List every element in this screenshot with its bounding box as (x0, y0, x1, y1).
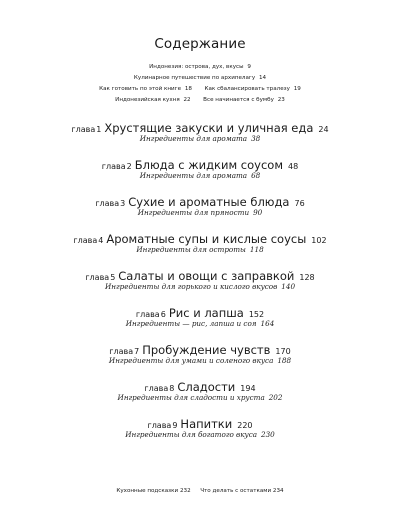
chapter-number: 7 (134, 347, 140, 356)
toc-title: Содержание (154, 36, 246, 52)
chapter-title: Хрустящие закуски и уличная еда (104, 121, 314, 135)
footer-entry-page: 232 (179, 488, 191, 494)
chapter-title: Блюда с жидким соусом (134, 158, 284, 172)
chapter-number: 3 (120, 199, 126, 208)
chapter-label: глава (144, 384, 169, 393)
subentry-text: Ингредиенты для умами и соленого вкуса (108, 356, 274, 365)
chapter-title: Ароматные супы и кислые соусы (106, 232, 307, 246)
subentry-page: 38 (251, 134, 261, 143)
chapter-number: 6 (160, 310, 166, 319)
chapter-page: 152 (248, 310, 265, 319)
toc-footer (0, 488, 400, 494)
chapter-title: Салаты и овощи с заправкой (118, 269, 295, 283)
subentry-text: Ингредиенты для сладости и хруста (117, 393, 265, 402)
chapter-label: глава (95, 199, 120, 208)
subentry-text: Ингредиенты для пряности (137, 208, 250, 217)
chapter-label: глава (109, 347, 134, 356)
chapter-title: Пробуждение чувств (142, 343, 271, 357)
chapter-page: 220 (237, 421, 253, 430)
chapter-label: глава (147, 421, 172, 430)
chapter-subentry-5[interactable] (0, 282, 400, 291)
subentry-page: 164 (260, 319, 275, 328)
intro-line (0, 86, 400, 92)
chapter-label: глава (73, 236, 98, 245)
subentry-page: 202 (268, 393, 283, 402)
subentry-text: Ингредиенты для аромата (139, 171, 248, 180)
intro-entry-page: 23 (277, 97, 285, 103)
subentry-text: Ингредиенты для горького и кислого вкусов (104, 282, 278, 291)
footer-entry-page: 234 (272, 488, 284, 494)
chapter-label: глава (71, 125, 96, 134)
intro-entry-page: 14 (258, 75, 267, 81)
chapter-label: глава (135, 310, 160, 319)
chapter-subentry-3[interactable] (0, 208, 400, 217)
chapter-number: 1 (96, 125, 102, 134)
chapter-subentry-6[interactable] (0, 319, 400, 328)
intro-entry-text[interactable]: Как сбалансировать тралезу (204, 86, 290, 92)
chapter-number: 4 (98, 236, 104, 245)
chapter-subentry-7[interactable] (0, 356, 400, 365)
intro-entry-text[interactable]: Как готовить по этой книге (99, 86, 182, 92)
chapter-subentry-1[interactable] (0, 134, 400, 143)
subentry-text: Ингредиенты для богатого вкуса (125, 430, 258, 439)
intro-line (0, 97, 400, 103)
chapter-page: 128 (299, 273, 315, 282)
chapter-number: 9 (172, 421, 178, 430)
chapter-subentry-4[interactable] (0, 245, 400, 254)
chapter-number: 8 (169, 384, 175, 393)
chapter-label: глава (85, 273, 110, 282)
intro-entry-text[interactable]: Все начинается с бумбу (203, 97, 274, 103)
subentry-text: Ингредиенты для остроты (136, 245, 246, 254)
chapter-label: глава (101, 162, 126, 171)
chapter-number: 5 (110, 273, 116, 282)
subentry-page: 188 (277, 356, 292, 365)
chapter-number: 2 (126, 162, 132, 171)
intro-entry-page: 19 (293, 86, 301, 92)
intro-entry-page: 22 (183, 97, 191, 103)
chapter-page: 24 (318, 125, 329, 134)
subentry-page: 90 (253, 208, 263, 217)
chapter-page: 170 (275, 347, 291, 356)
chapter-page: 102 (311, 236, 327, 245)
chapter-title: Напитки (180, 417, 233, 431)
intro-entry-text[interactable]: Кулинарное путешествие по архипелагу (133, 75, 256, 81)
chapter-title: Сладости (177, 380, 236, 394)
chapter-page: 76 (294, 199, 305, 208)
subentry-page: 140 (281, 282, 296, 291)
intro-entry-text[interactable]: Индонезия: острова, дух, вкусы (149, 64, 244, 70)
chapter-title: Рис и лапша (168, 306, 244, 320)
subentry-page: 230 (261, 430, 275, 439)
intro-entry-text[interactable]: Индонезийская кухня (115, 97, 180, 103)
chapter-page: 194 (240, 384, 256, 393)
chapter-subentry-2[interactable] (0, 171, 400, 180)
footer-entry-text[interactable]: Кухонные подсказки (116, 488, 179, 494)
subentry-page: 68 (251, 171, 261, 180)
subentry-page: 118 (249, 245, 264, 254)
subentry-text: Ингредиенты — рис, лапша и соя (125, 319, 257, 328)
chapter-title: Сухие и ароматные блюда (128, 195, 290, 209)
chapter-subentry-9[interactable] (0, 430, 400, 439)
chapter-subentry-8[interactable] (0, 393, 400, 402)
chapter-page: 48 (288, 162, 299, 171)
footer-entry-text[interactable]: Что делать с остатками (200, 488, 272, 494)
intro-entry-page: 18 (184, 86, 192, 92)
intro-line (0, 75, 400, 81)
intro-entry-page: 9 (247, 64, 251, 70)
intro-line (0, 64, 400, 70)
subentry-text: Ингредиенты для аромата (139, 134, 248, 143)
